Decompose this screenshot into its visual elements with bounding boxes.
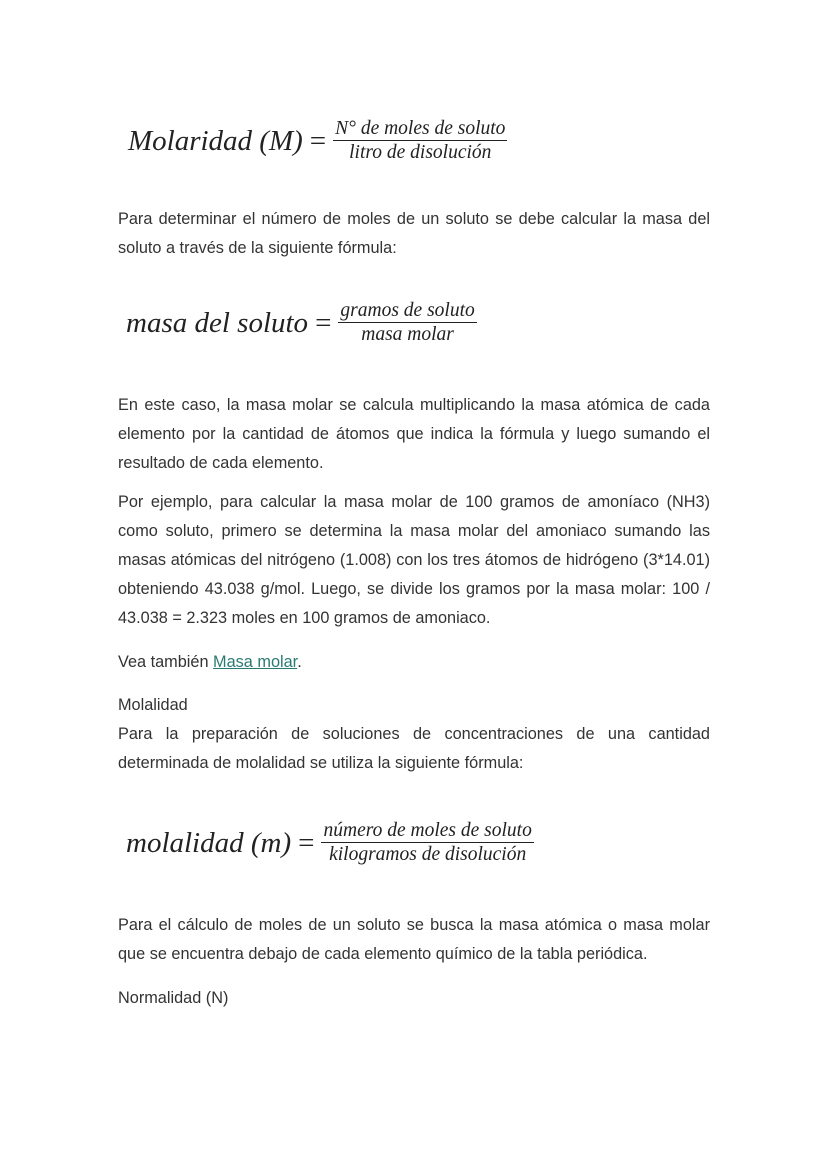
paragraph-example-amoniaco: Por ejemplo, para calcular la masa molar de 100 gramos de amoníaco (NH3) como soluto, primero se determina la masa molar del amoniaco sumando las masas atómicas del nitrógeno (1.008) con los tres átomos de hidrógeno (3*14.01) obteniendo 43.038 g/mol. Luego, se divide los gramos por la masa molar: 100 / 43.038 = 2.323 moles en 100 gramos de amoniaco. bbox=[118, 493, 710, 627]
formula-molaridad-fraction bbox=[333, 118, 507, 164]
formula-masa-soluto-equals: = bbox=[315, 306, 332, 339]
formula-molalidad-fraction bbox=[321, 820, 533, 866]
formula-molaridad-equals: = bbox=[309, 124, 327, 157]
paragraph-moles-calculo: Para el cálculo de moles de un soluto se busca la masa atómica o masa molar que se encuentra debajo de cada elemento químico de la tabla periódica. bbox=[118, 916, 710, 963]
formula-molalidad-numerator: número de moles de soluto bbox=[323, 820, 532, 841]
masa-molar-link[interactable]: Masa molar bbox=[213, 653, 298, 671]
paragraph-molalidad-intro: Para la preparación de soluciones de concentraciones de una cantidad determinada de molalidad se utiliza la siguiente fórmula: bbox=[118, 725, 710, 772]
formula-masa-soluto-denominator: masa molar bbox=[361, 324, 454, 345]
formula-molalidad-lhs: molalidad (m) bbox=[126, 826, 292, 859]
paragraph-see-also bbox=[118, 648, 710, 677]
paragraph-moles-intro: Para determinar el número de moles de un soluto se debe calcular la masa del soluto a través de la siguiente fórmula: bbox=[118, 210, 710, 257]
formula-masa-soluto bbox=[126, 300, 477, 346]
see-also-suffix: . bbox=[297, 653, 302, 671]
normalidad-heading: Normalidad (N) bbox=[118, 989, 229, 1007]
formula-molaridad-denominator: litro de disolución bbox=[349, 142, 492, 163]
formula-molaridad-numerator: N° de moles de soluto bbox=[335, 118, 506, 139]
see-also-prefix: Vea también bbox=[118, 653, 214, 671]
molalidad-heading: Molalidad bbox=[118, 696, 188, 714]
formula-molalidad-equals: = bbox=[298, 826, 315, 859]
formula-masa-soluto-lhs: masa del soluto bbox=[126, 306, 309, 339]
formula-molalidad bbox=[126, 820, 534, 866]
formula-molalidad-denominator: kilogramos de disolución bbox=[329, 844, 527, 865]
paragraph-masa-molar-explanation: En este caso, la masa molar se calcula multiplicando la masa atómica de cada elemento por la cantidad de átomos que indica la fórmula y luego sumando el resultado de cada elemento. bbox=[118, 396, 710, 472]
formula-molaridad-lhs: Molaridad (M) bbox=[128, 124, 303, 157]
formula-molaridad bbox=[128, 118, 507, 164]
formula-masa-soluto-numerator: gramos de soluto bbox=[340, 300, 475, 321]
formula-masa-soluto-fraction bbox=[338, 300, 476, 346]
